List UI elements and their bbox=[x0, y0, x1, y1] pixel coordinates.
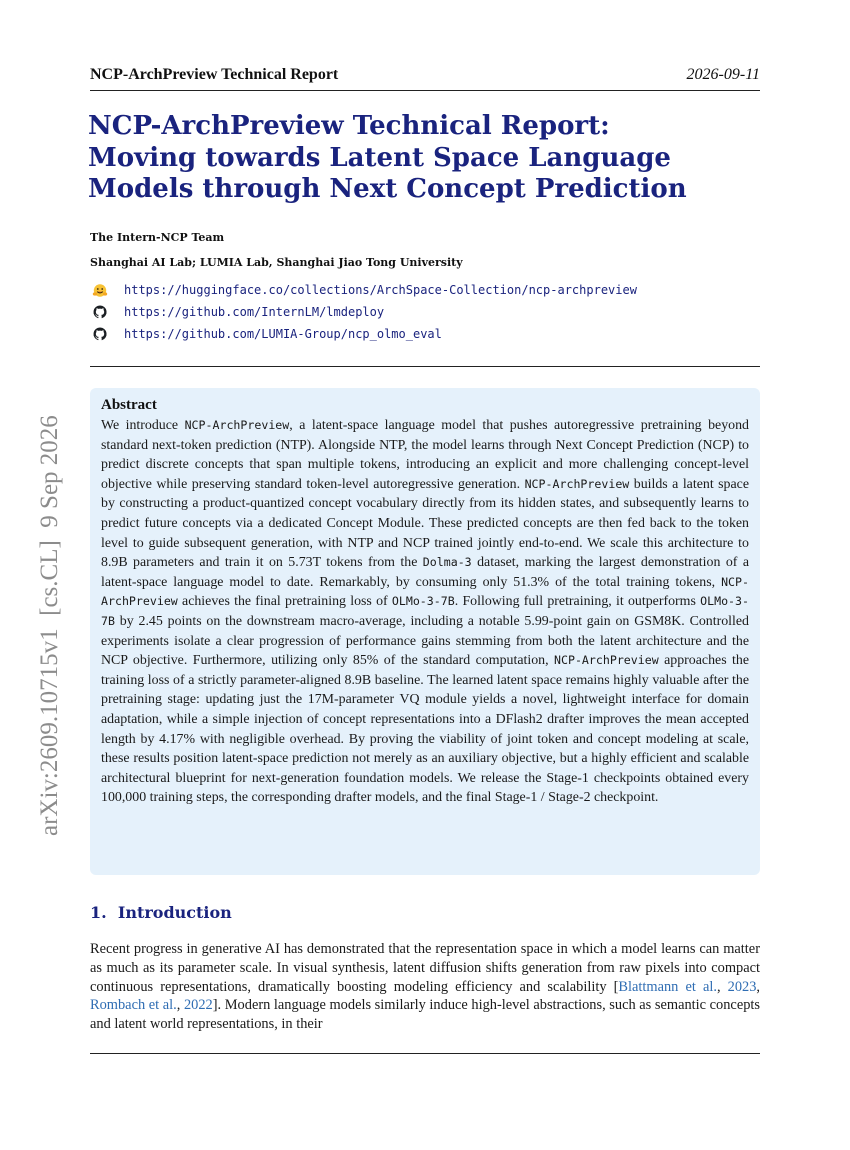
citation-link[interactable]: Rombach et al. bbox=[90, 997, 177, 1014]
intro-run: , bbox=[176, 997, 184, 1014]
author-list: The Intern-NCP Team bbox=[90, 231, 225, 244]
abstract-run: achieves the final pretraining loss of bbox=[177, 594, 392, 610]
title-line: NCP-ArchPreview Technical Report: bbox=[88, 111, 610, 141]
abstract-run: . Following full pretraining, it outperforms bbox=[454, 594, 701, 610]
section-heading bbox=[90, 903, 232, 922]
abstract-run: We introduce bbox=[101, 418, 185, 433]
abstract-run: dataset, marking the largest demonstration of a latent-space language model to date. Remarkably, by consuming only 51.3% of the total training tokens, bbox=[101, 555, 749, 590]
model-name: NCP-ArchPreview bbox=[524, 476, 630, 491]
intro-paragraph bbox=[90, 940, 760, 1034]
running-header bbox=[90, 66, 760, 91]
footer-divider bbox=[90, 1053, 760, 1054]
model-name: NCP-ArchPreview bbox=[554, 653, 659, 668]
link-row-github-lmdeploy bbox=[92, 301, 637, 323]
dataset-name: Dolma-3 bbox=[422, 555, 472, 570]
baseline-name: OLMo-3-7B bbox=[391, 594, 455, 609]
citation-link[interactable]: 2022 bbox=[183, 997, 213, 1014]
intro-run: ]. Modern language models similarly induce high-level abstractions, such as semantic concepts and latent world representations, in their bbox=[90, 997, 760, 1033]
huggingface-link[interactable]: https://huggingface.co/collections/ArchSpace-Collection/ncp-archpreview bbox=[124, 283, 637, 297]
abstract-run: approaches the training loss of a strictly parameter-aligned 8.9B baseline. The learned latent space remains highly valuable after the pretraining stage: updating just the 17M-parameter VQ module yields a novel, lightweight interface for domain adaptation, while a simple injection of concept representations into a DFlash2 drafter improves the mean accepted length by 4.17% with negligible overhead. By proving the viability of joint token and concept modeling at scale, these results position latent-space prediction not merely as an auxiliary objective, but a highly efficient and scalable architectural blueprint for next-generation foundation models. We release the Stage-1 checkpoints obtained every 100,000 training steps, the corresponding drafter models, and the final Stage-1 / Stage-2 checkpoint. bbox=[101, 653, 749, 806]
model-name: NCP-ArchPreview bbox=[101, 574, 749, 609]
citation-link[interactable]: Blattmann et al. bbox=[618, 978, 717, 995]
title-line: Moving towards Latent Space Language bbox=[88, 142, 671, 173]
model-name: NCP-ArchPreview bbox=[184, 418, 290, 432]
abstract-run: , a latent-space language model that pushes autoregressive pretraining beyond standard next-token prediction (NTP). Alongside NTP, the model learns through Next Concept Prediction (NCP) to predict discrete concepts that span multiple tokens, introducing an explicit and more challenging concept-level objective while preserving standard token-level autoregressive generation. bbox=[101, 418, 749, 492]
github-eval-link[interactable]: https://github.com/LUMIA-Group/ncp_olmo_eval bbox=[124, 327, 442, 341]
title-line: Models through Next Concept Prediction bbox=[88, 174, 687, 204]
abstract-text bbox=[101, 416, 749, 808]
intro-run: Recent progress in generative AI has demonstrated that the representation space in which a model learns can matter as much as its parameter scale. In visual synthesis, latent diffusion shifts generation from raw pixels into compact continuous representations, dramatically boosting modeling efficiency and scalability [ bbox=[90, 941, 760, 995]
link-row-github-eval bbox=[92, 323, 637, 345]
link-row-huggingface bbox=[92, 279, 637, 301]
abstract-heading: Abstract bbox=[101, 397, 157, 413]
resource-links bbox=[92, 279, 637, 345]
header-date: 2026-09-11 bbox=[686, 66, 760, 83]
abstract-run: builds a latent space by constructing a product-quantized concept vocabulary directly from its hidden states, and subsequently learns to predict future concepts via a dedicated Concept Module. These predicted concepts are then fed back to the token level to guide subsequent generation, with NTP and NCP trained jointly end-to-end. We scale this architecture to 8.9B parameters and train it on 5.73T tokens from the bbox=[101, 476, 749, 571]
github-lmdeploy-link[interactable]: https://github.com/InternLM/lmdeploy bbox=[124, 305, 385, 319]
section-title: Introduction bbox=[117, 903, 232, 922]
affiliation: Shanghai AI Lab; LUMIA Lab, Shanghai Jiao Tong University bbox=[90, 256, 463, 269]
header-report-name: NCP-ArchPreview Technical Report bbox=[90, 66, 339, 83]
baseline-name: OLMo-3-7B bbox=[101, 594, 749, 628]
abstract-box bbox=[90, 388, 760, 875]
citation-link[interactable]: 2023 bbox=[727, 978, 757, 995]
abstract-run: by 2.45 points on the downstream macro-average, including a notable 5.99-point gain on GSM8K. Controlled experiments isolate a clear progression of performance gains stemming from both the latent architecture and the NCP objective. Furthermore, utilizing only 85% of the standard computation, bbox=[101, 613, 749, 669]
github-icon bbox=[92, 304, 108, 320]
github-icon bbox=[92, 326, 108, 342]
paper-title bbox=[88, 111, 768, 206]
huggingface-icon bbox=[92, 282, 108, 298]
intro-run: , bbox=[756, 978, 761, 995]
intro-run: , bbox=[716, 978, 728, 995]
arxiv-identifier: arXiv:2609.10715v1 [cs.CL] 9 Sep 2026 bbox=[36, 415, 63, 836]
section-number: 1. bbox=[90, 903, 107, 922]
header-divider bbox=[90, 366, 760, 367]
